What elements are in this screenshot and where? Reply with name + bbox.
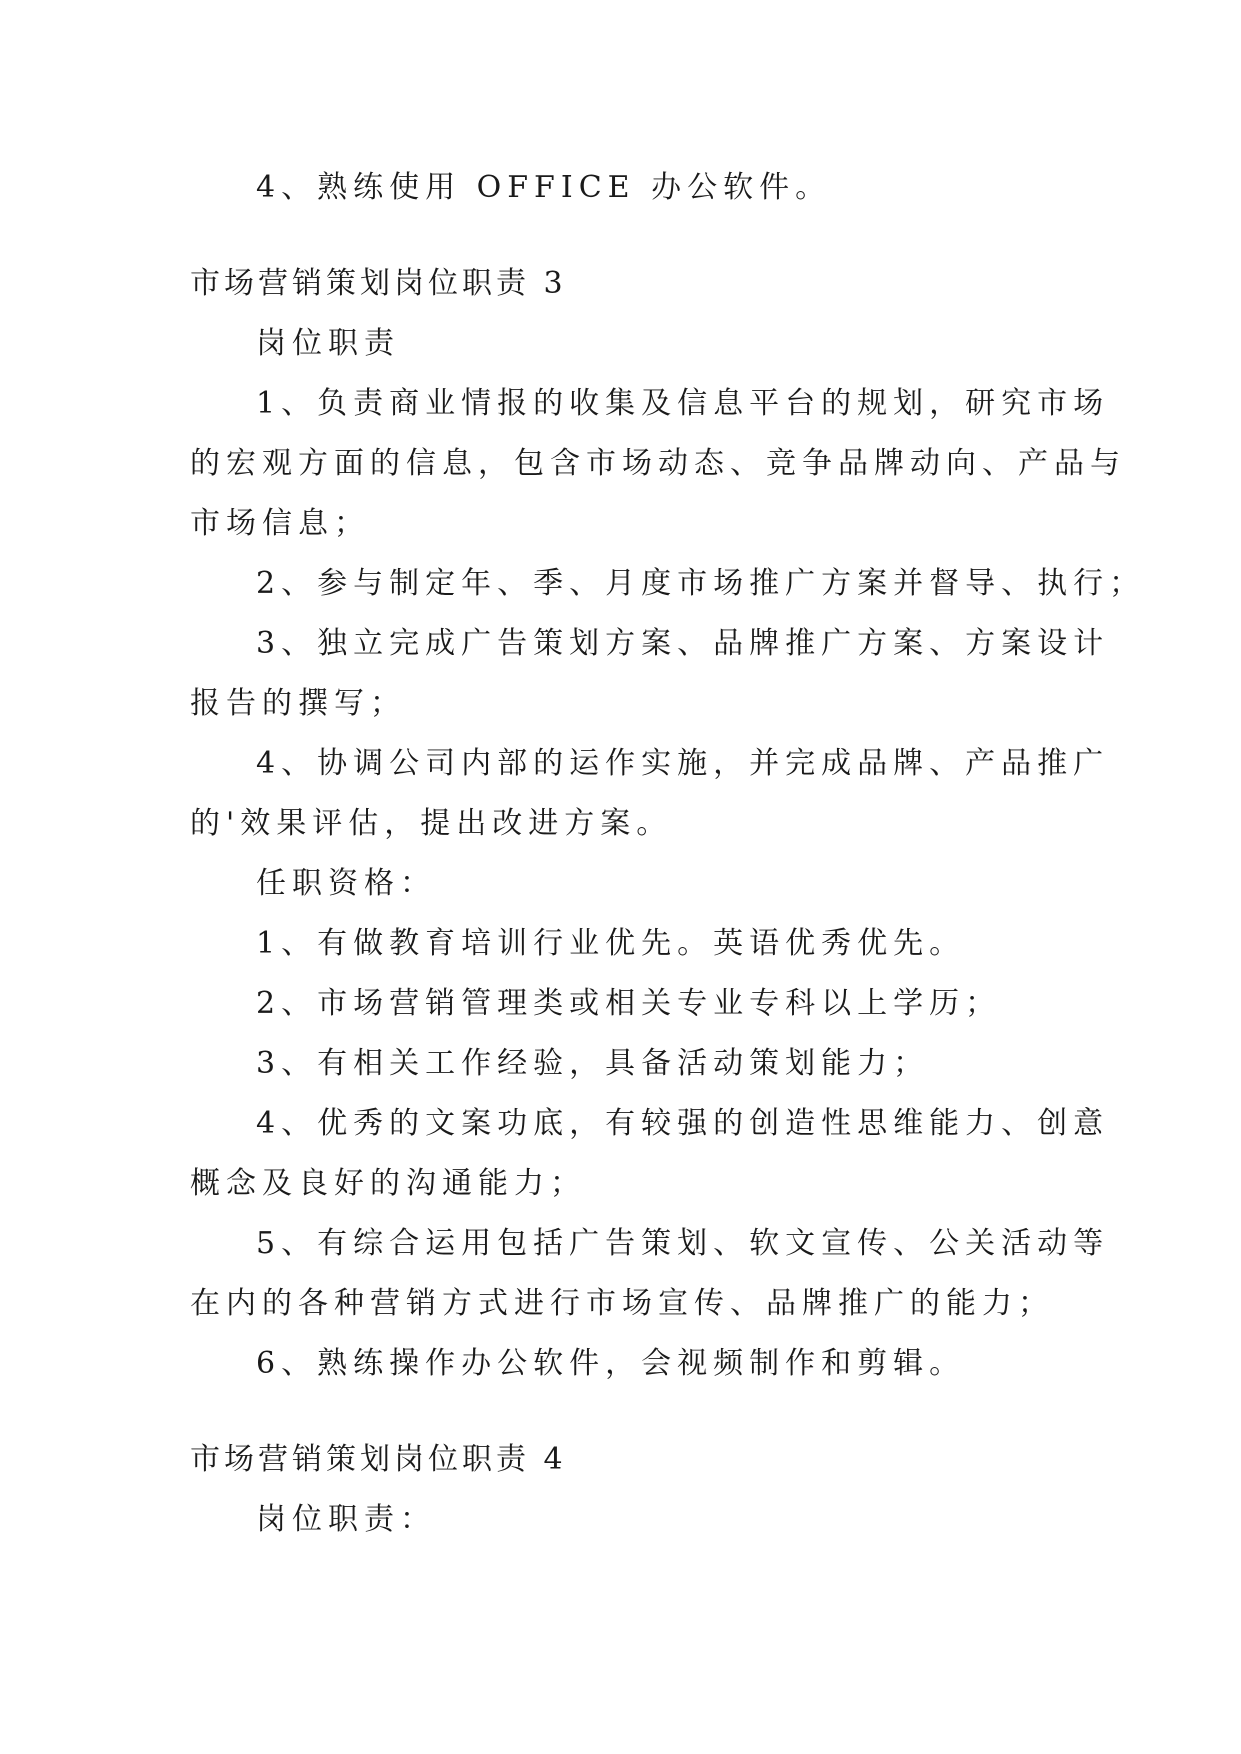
duty-3-line-1: 3、独立完成广告策划方案、品牌推广方案、方案设计 <box>256 626 1110 661</box>
section-3-duties-title: 岗位职责 <box>256 326 400 361</box>
duty-4-line-2: 的'效果评估，提出改进方案。 <box>190 806 673 841</box>
qualification-2-line-1: 2、市场营销管理类或相关专业专科以上学历； <box>256 986 1002 1021</box>
section-gap <box>190 218 1060 254</box>
qualification-item-2 <box>190 974 1060 1034</box>
duty-1-line-3: 市场信息； <box>190 506 370 541</box>
qualification-4-line-1: 4、优秀的文案功底，有较强的创造性思维能力、创意 <box>256 1106 1110 1141</box>
duty-3-line-2: 报告的撰写； <box>190 686 406 721</box>
qualification-6-line-1: 6、熟练操作办公软件，会视频制作和剪辑。 <box>256 1346 966 1381</box>
duty-1-line-2: 的宏观方面的信息，包含市场动态、竞争品牌动向、产品与 <box>190 446 1126 481</box>
duty-4-line-1: 4、协调公司内部的运作实施，并完成品牌、产品推广 <box>256 746 1110 781</box>
qualification-item-6 <box>190 1334 1060 1394</box>
section-3-duties-list <box>190 374 1146 854</box>
section-3-heading: 市场营销策划岗位职责 3 <box>190 266 567 301</box>
qualification-1-line-1: 1、有做教育培训行业优先。英语优秀优先。 <box>256 926 966 961</box>
duty-2-line-1: 2、参与制定年、季、月度市场推广方案并督导、执行； <box>256 566 1146 601</box>
duty-item-2 <box>190 554 1146 614</box>
qualification-5-line-1: 5、有综合运用包括广告策划、软文宣传、公关活动等 <box>256 1226 1110 1261</box>
previous-section-last-item: 4、熟练使用 OFFICE 办公软件。 <box>256 170 832 205</box>
qualification-3-line-1: 3、有相关工作经验，具备活动策划能力； <box>256 1046 930 1081</box>
section-4-duties-title: 岗位职责： <box>256 1502 436 1537</box>
section-4-heading: 市场营销策划岗位职责 4 <box>190 1442 567 1477</box>
duty-1-line-1: 1、负责商业情报的收集及信息平台的规划，研究市场 <box>256 386 1110 421</box>
duty-item-1 <box>190 374 1126 554</box>
document-body <box>190 158 1146 1550</box>
qualification-5-line-2: 在内的各种营销方式进行市场宣传、品牌推广的能力； <box>190 1286 1054 1321</box>
qualification-item-3 <box>190 1034 1060 1094</box>
duty-item-3 <box>190 614 1110 734</box>
section-3-qualifications-title: 任职资格： <box>256 866 436 901</box>
duty-item-4 <box>190 734 1110 854</box>
section-3-qualifications-list <box>190 914 1110 1394</box>
qualification-item-5 <box>190 1214 1110 1334</box>
qualification-item-4 <box>190 1094 1110 1214</box>
qualification-item-1 <box>190 914 1060 974</box>
qualification-4-line-2: 概念及良好的沟通能力； <box>190 1166 586 1201</box>
section-gap <box>190 1394 1060 1430</box>
